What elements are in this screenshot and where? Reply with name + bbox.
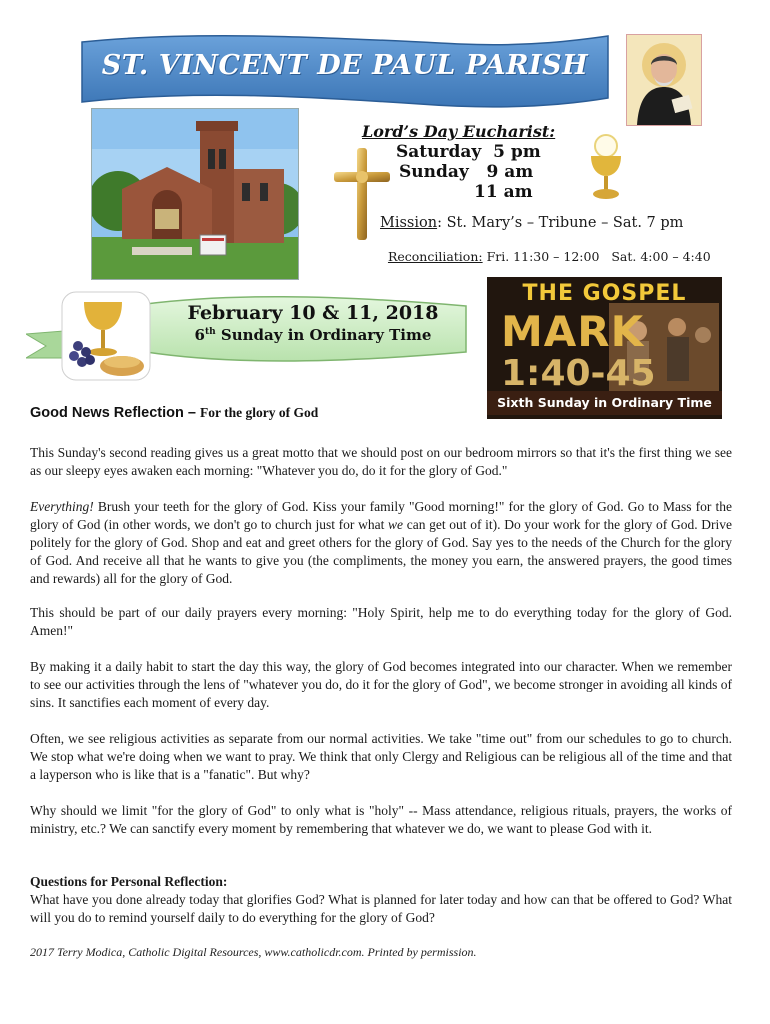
reflection-heading-text: Good News Reflection – bbox=[30, 405, 200, 421]
mass-times-title: Lord’s Day Eucharist: bbox=[362, 122, 556, 141]
reflection-paragraph-5: Often, we see religious activities as separate from our normal activities. We take "time out" from our schedules to go to church. We stop what we're doing when we want to pray. We think that only Clergy and Religious can be religious all of the time and that a layperson who is like that is a "fanatic". But why? bbox=[30, 731, 732, 782]
credit-line: 2017 Terry Modica, Catholic Digital Resources, www.catholicdr.com. Printed by permission. bbox=[30, 945, 477, 959]
reflection-paragraph-6: Why should we limit "for the glory of God" to only what is "holy" -- Mass attendance, religious rituals, prayers, the works of ministry, etc.? We can sanctify every moment by remembering that whatever we do, we want to please God with it. bbox=[30, 803, 732, 836]
gospel-title: THE GOSPEL bbox=[522, 281, 687, 306]
sunday-name: Sunday in Ordinary Time bbox=[215, 326, 432, 344]
paragraph-2-text-b: can get out of it). Do your work for the glory of God. Drive politely for the glory of God. Shop and eat and greet others for the glory of God. Say yes to the needs of the Church for the glory of God. And receive all that he wants to give you (the compliments, the money you earn, the answered prayers, the good times and rewards) all for the glory of God. bbox=[30, 517, 732, 586]
ordinal-suffix: th bbox=[204, 327, 216, 337]
paragraph-2-text-a: Brush your teeth for the glory of God. Kiss your family "Good morning!" for the glory of God. Go to Mass for the glory of God (in other words, we don't go to church just for what bbox=[30, 499, 732, 532]
reflection-subheading: For the glory of God bbox=[200, 405, 319, 420]
mission-label: Mission bbox=[380, 215, 438, 231]
gospel-graphic bbox=[487, 277, 722, 419]
reflection-paragraph-4: By making it a daily habit to start the day this way, the glory of God becomes integrated into our character. When we remember to see our activities through the lens of "whatever you do, do it for the glory of God", we become stronger in avoiding all kinds of sins. It sanctifies each moment of every day. bbox=[30, 659, 732, 710]
reflection-paragraph-2 bbox=[30, 498, 732, 588]
reflection-paragraph-3: This should be part of our daily prayers every morning: "Holy Spirit, help me to do everything today for the glory of God. Amen!" bbox=[30, 605, 732, 638]
reflection-paragraph-1: This Sunday's second reading gives us a great motto that we should post on our bedroom mirrors so that it's the first thing we see as our sleepy eyes awaken each morning: "Whatever you do, do it for the glory of God." bbox=[30, 445, 732, 478]
paragraph-2-lead: Everything! bbox=[30, 499, 94, 514]
cross-icon bbox=[332, 146, 392, 242]
mission-schedule bbox=[380, 215, 683, 231]
sunday-mass-time: Sunday 9 am bbox=[399, 162, 534, 182]
liturgical-sunday bbox=[168, 326, 458, 344]
questions-text: What have you done already today that glorifies God? What is planned for later today and how can that be offered to God? What will you do to remind yourself daily to do everything for the glory of God? bbox=[30, 892, 732, 925]
paragraph-2-we: we bbox=[388, 517, 404, 532]
reconciliation-text: Fri. 11:30 – 12:00 Sat. 4:00 – 4:40 bbox=[482, 249, 711, 264]
sunday-second-mass-time: 11 am bbox=[474, 182, 533, 202]
saturday-mass-time: Saturday 5 pm bbox=[396, 142, 541, 162]
parish-title: ST. VINCENT DE PAUL PARISH bbox=[101, 50, 589, 81]
mission-text: : St. Mary’s – Tribune – Sat. 7 pm bbox=[437, 215, 684, 231]
questions-heading: Questions for Personal Reflection: bbox=[30, 874, 228, 889]
saint-portrait-image bbox=[626, 34, 702, 126]
reconciliation-schedule bbox=[380, 234, 711, 264]
reconciliation-label: Reconciliation: bbox=[387, 249, 483, 264]
service-date: February 10 & 11, 2018 bbox=[187, 302, 439, 324]
church-photo-image bbox=[91, 108, 299, 280]
gospel-caption: Sixth Sunday in Ordinary Time bbox=[497, 395, 712, 410]
reflection-heading bbox=[30, 405, 318, 421]
gospel-verse: 1:40-45 bbox=[501, 353, 656, 394]
gospel-book: MARK bbox=[501, 307, 645, 356]
chalice-icon bbox=[585, 134, 627, 204]
ordinal-number: 6 bbox=[194, 326, 205, 344]
